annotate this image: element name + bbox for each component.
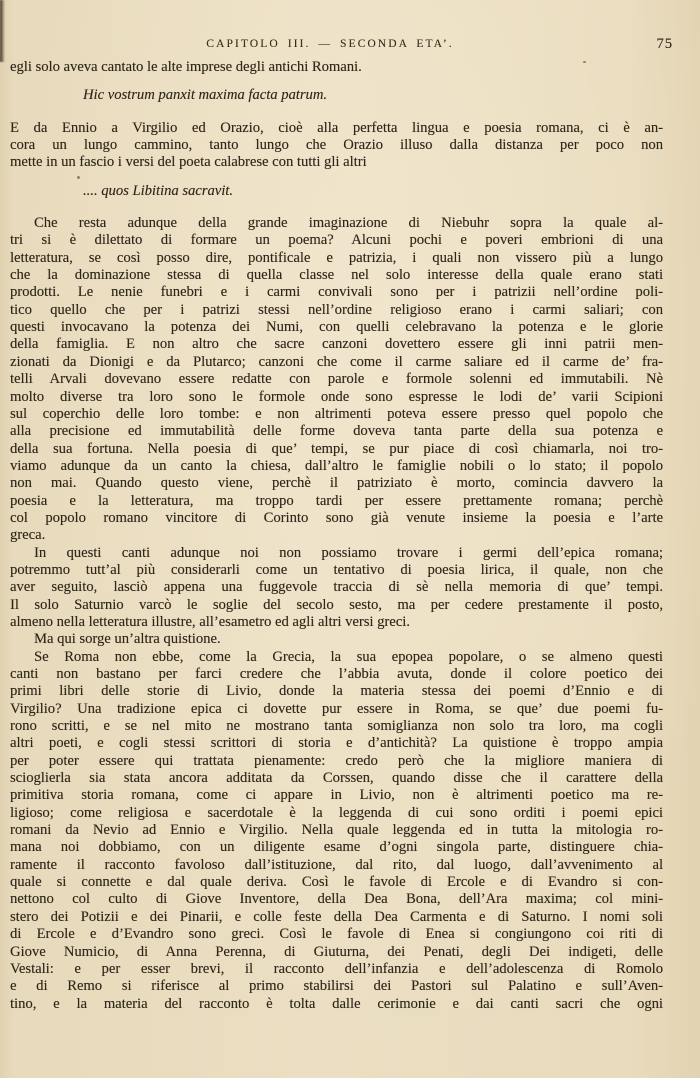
text-line: mette in un fascio i versi del poeta calabrese con tutti gli altri [10,154,367,171]
text-line: della famiglia. E non altro che sacre canzoni dovettero essere gli inni patrii men- [10,336,663,353]
text-line: aver seguito, lasciò appena una fuggevole traccia di sè nella memoria di que’ tempi. [10,579,663,596]
text-line: telli Arvali dovevano essere redatte con parole e formole solenni ed immutabili. Nè [10,371,663,388]
text-line: primi libri delle storie di Livio, donde la materia stessa dei poemi d’Ennio e di [10,683,663,700]
page-body [10,59,663,1013]
text-line: Giove Numicio, di Anna Perenna, di Giuturna, dei Penati, degli Dei indigeti, delle [10,943,663,960]
text-line: tico quello che per i patrizi stessi nell’ordine religioso erano i carmi saliari; con [10,301,663,318]
text-line: nettono col culto di Giove Inventore, della Dea Bona, dell’Ara maxima; col mini- [10,891,663,908]
text-line: stero dei Potizii e dei Pinarii, e colle feste della Dea Carmenta e di Saturno. I nomi soli [10,908,663,925]
text-line: Che resta adunque della grande imaginazione di Niebuhr sopra la quale al- [34,215,663,232]
text-line: Virgilio? Una tradizione epica ci dovette pur essere in Roma, se que’ due poemi fu- [10,700,663,717]
text-line: Il solo Saturnio varcò le soglie del secolo sesto, ma per cedere prestamente il posto, [10,596,663,613]
text-line: primitiva storia romana, come ci appare in Livio, non è altrimenti poetico ma re- [10,787,663,804]
latin-quote-line: .... quos Libitina sacravit. [83,182,233,199]
text-line: poesia e la letteratura, ma troppo tardi per essere prettamente romana; perchè [10,492,663,509]
text-line: questi invocavano la potenza dei Numi, con quelli celebravano la potenza e le glorie [10,319,663,336]
text-line: canti non bastano per farci credere che l’abbia avuta, donde il colore poetico dei [10,666,663,682]
text-line: tri si è dilettato di formare un poema? Alcuni pochi e poveri embrioni di una [10,232,663,249]
text-line: alla precisione ed immutabilità delle forme doveva tanta parte della sua potenza e [10,423,663,440]
text-line: per poter essere qui trattata pienamente: credo però che la migliore maniera di [10,752,663,769]
chapter-running-header: CAPITOLO III. — SECONDA ETA’. [206,38,454,50]
text-line: egli solo aveva cantato le alte imprese degli antichi Romani. [10,59,362,75]
text-line: ligioso; come religiosa e sacerdotale è la leggenda di cui sono orditi i poemi epici [10,804,663,821]
text-line: letteratura, se così posso dire, pontificale e patrizia, i quali non vissero più a lungo [10,249,663,266]
text-line: ramente il racconto favoloso dall’istituzione, dal rito, dal luogo, dall’avvenimento al [10,856,663,873]
text-line: romani da Nevio ad Ennio e Virgilio. Nella quale leggenda ed in tutta la mitologia ro- [10,822,663,839]
text-line: sul coperchio delle loro tombe: e non altrimenti poteva essere presso quel popolo che [10,405,663,422]
text-line: Se Roma non ebbe, come la Grecia, la sua epopea popolare, o se almeno questi [34,648,663,665]
text-line: cora un lungo cammino, tanto lungo che Orazio illuso dalla distanza per poco non [10,137,663,154]
text-line: potremmo tutt’al più considerarli come un tentativo di poesia lirica, il quale, non che [10,561,663,578]
text-line: e di Remo si riferisce al primo stabilirsi dei Pastori sul Palatino e sull’Aven- [10,978,663,995]
text-line: mana noi dobbiamo, con un diligente esame d’ogni singola parte, distinguere chia- [10,839,663,856]
text-line: almeno nella letteratura illustre, all’esametro ed agli altri versi greci. [10,613,410,630]
text-line: Vestali: e per esser brevi, il racconto dell’infanzia e dell’adolescenza di Romolo [10,960,663,977]
text-line: non mai. Quando questo viene, perchè il patriziato è morto, comincia davvero la [10,475,663,492]
text-line: della sua fortuna. Nella poesia di que’ tempi, se pur piace di così chiamarla, noi tro- [10,440,663,457]
text-line: tino, e la materia del racconto è tolta dalle cerimonie e dai canti sacri che ogni [10,995,663,1012]
text-line: molto diverse tra loro sono le formole onde sono espresse le lodi de’ varii Scipioni [10,388,663,405]
text-line: Ma qui sorge un’altra quistione. [34,631,221,648]
text-line: greca. [10,527,46,544]
text-line: viamo adunque da un canto la chiesa, dall’altro le famiglie nobili o lo stato; il popolo [10,457,663,474]
text-line: altri poeti, e cogli stessi scrittori di storia e d’antichità? La quistione è troppo ampia [10,735,663,752]
text-line: col popolo romano vincitore di Corinto sono già venute insieme la poesia e l’arte [10,509,663,526]
text-line: zionati da Dionigi e da Plutarco; canzoni che come il carme saliare ed il carme de’ fra- [10,353,663,370]
text-line: E da Ennio a Virgilio ed Orazio, cioè alla perfetta lingua e poesia romana, ci è an- [10,119,663,136]
page-number: 75 [656,36,673,52]
text-line: prodotti. Le nenie funebri e i carmi convivali sono per i patrizii nell’ordine poli- [10,284,663,301]
text-line: In questi canti adunque noi non possiamo trovare i germi dell’epica romana; [34,544,663,561]
latin-quote-line: Hic vostrum panxit maxima facta patrum. [83,87,328,104]
scan-edge-shadow [0,0,5,62]
text-line: quale si connette e dal quale deriva. Così le favole di Ercole e di Evandro si con- [10,874,663,891]
text-line: scioglierla sia stata ancora additata da Corssen, quando disse che il carattere della [10,770,663,787]
text-line: che la dominazione stessa di quella classe nel solo interesse della quale erano stati [10,267,663,284]
text-line: rono scritti, e se nel mito ne mostrano tanta somiglianza non solo tra loro, ma cogli [10,718,663,735]
text-line: di Ercole e d’Evandro sono greci. Così le favole di Enea si congiungono coi riti di [10,926,663,943]
